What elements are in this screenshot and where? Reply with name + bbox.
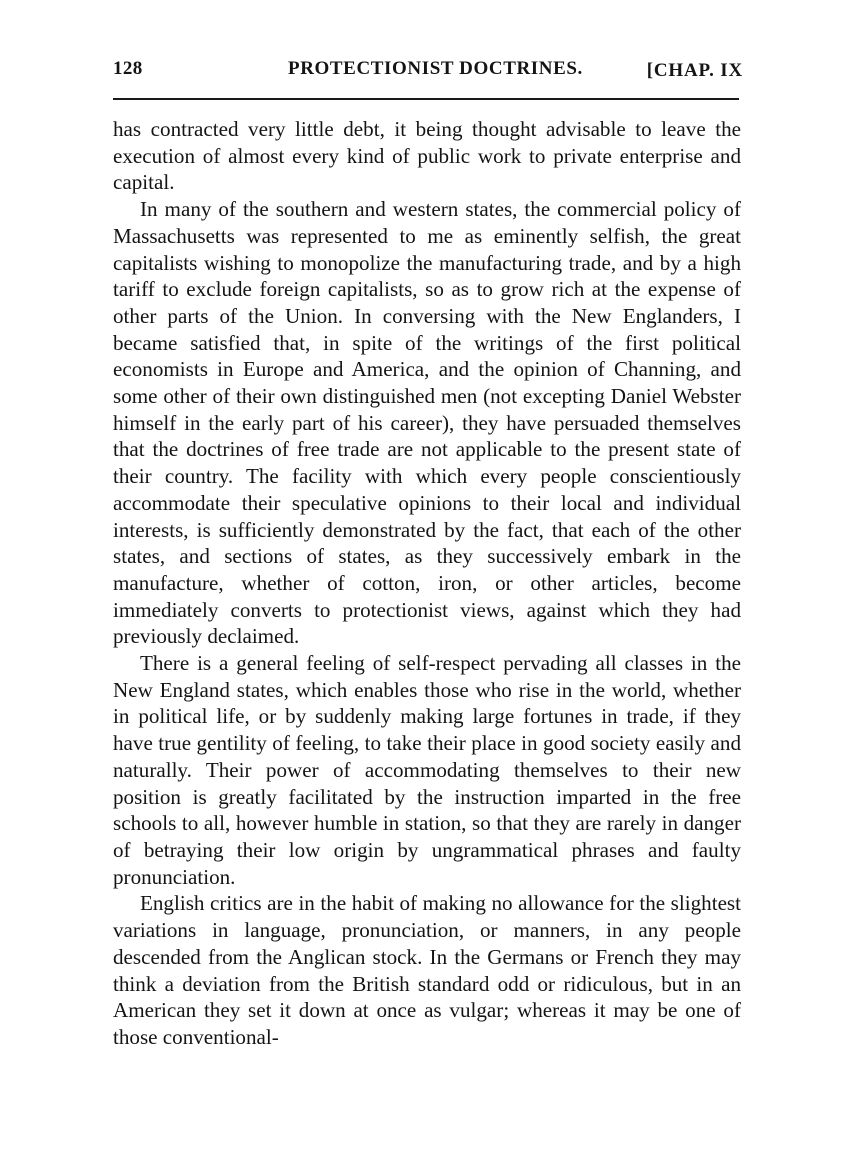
paragraph: In many of the southern and western states, the commercial policy of Massachusetts was represented to me as eminently selfish, the great capitalists wishing to monopolize the manufacturing trade, and by a high tariff to exclude foreign capitalists, so as to grow rich at the expense of other parts of the Union. In conversing with the New Englanders, I became satisfied that, in spite of the writings of the first political economists in Europe and America, and the opinion of Channing, and some other of their own distinguished men (not excepting Daniel Webster himself in the early part of his career), they have persuaded themselves that the doctrines of free trade are not applicable to the present state of their country. The facility with which every people conscientiously accommodate their speculative opinions to their local and individual interests, is sufficiently demonstrated by the fact, that each of the other states, and sections of states, as they successively embark in the manufacture, whether of cotton, iron, or other articles, become immediately converts to protectionist views, against which they had previously declaimed. [113, 197, 741, 649]
running-title: PROTECTIONIST DOCTRINES. [288, 58, 583, 79]
running-header [113, 58, 743, 86]
body-text [113, 116, 741, 1051]
chapter-label: [CHAP. IX [646, 60, 743, 81]
header-rule [113, 98, 739, 100]
paragraph-continuation: has contracted very little debt, it being thought advisable to leave the execution of almost every kind of public work to private enterprise and capital. [113, 117, 741, 195]
page-number: 128 [113, 58, 143, 79]
paragraph: There is a general feeling of self-respect pervading all classes in the New England states, which enables those who rise in the world, whether in political life, or by suddenly making large fortunes in trade, if they have true gentility of feeling, to take their place in good society easily and naturally. Their power of accommodating themselves to their new position is greatly facilitated by the instruction imparted in the free schools to all, however humble in station, so that they are rarely in danger of betraying their low origin by ungrammatical phrases and faulty pronunciation. [113, 651, 741, 889]
paragraph: English critics are in the habit of making no allowance for the slightest variations in language, pronunciation, or manners, in any people descended from the Anglican stock. In the Germans or French they may think a deviation from the British standard odd or ridiculous, but in an American they set it down at once as vulgar; whereas it may be one of those conventional- [113, 891, 741, 1049]
